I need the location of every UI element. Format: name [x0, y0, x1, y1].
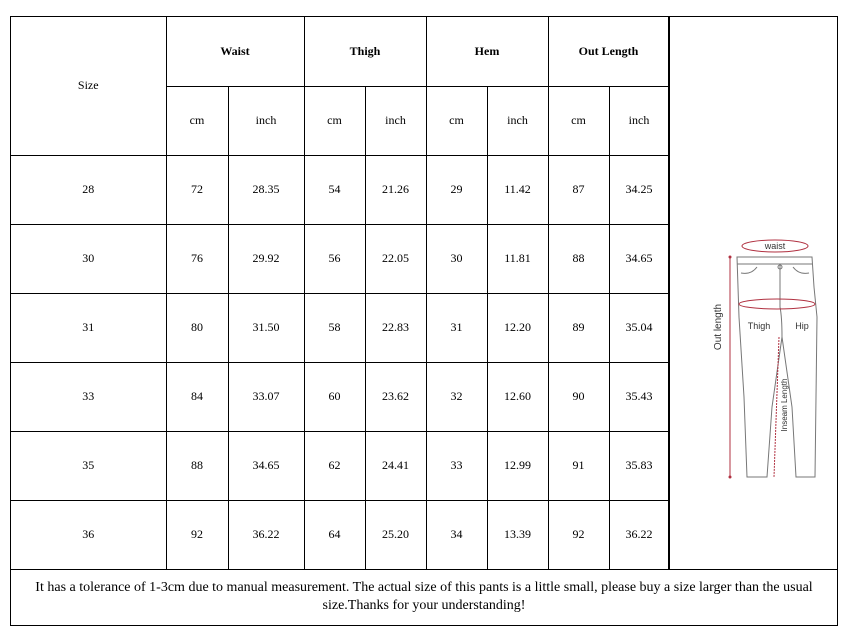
measurement-cell: 12.20 — [487, 293, 548, 362]
size-cell: 33 — [11, 362, 166, 431]
out-length-header: Out Length — [548, 17, 669, 86]
measurement-cell: 90 — [548, 362, 609, 431]
out-length-bottom-dot — [729, 476, 732, 479]
hip-label: Hip — [795, 321, 809, 331]
measurement-cell: 88 — [166, 431, 228, 500]
measurement-cell: 11.42 — [487, 155, 548, 224]
waist-label: waist — [764, 241, 786, 251]
measurement-cell: 56 — [304, 224, 365, 293]
unit-header: cm — [426, 86, 487, 155]
measurement-cell: 32 — [426, 362, 487, 431]
measurement-cell: 29 — [426, 155, 487, 224]
size-chart — [10, 16, 838, 626]
tolerance-note: It has a tolerance of 1-3cm due to manual measurement. The actual size of this pants is a little small, please buy a size larger than the usual size.Thanks for your understanding! — [11, 569, 837, 625]
measurement-cell: 34.65 — [609, 224, 669, 293]
size-cell: 35 — [11, 431, 166, 500]
pants-diagram-cell — [668, 17, 837, 569]
size-table — [11, 17, 670, 569]
measurement-cell: 60 — [304, 362, 365, 431]
pants-diagram — [669, 17, 838, 569]
waist-header: Waist — [166, 17, 304, 86]
measurement-cell: 88 — [548, 224, 609, 293]
inseam-label: Inseam Length — [780, 378, 789, 432]
measurement-cell: 58 — [304, 293, 365, 362]
measurement-cell: 34 — [426, 500, 487, 569]
measurement-cell: 28.35 — [228, 155, 304, 224]
measurement-cell: 76 — [166, 224, 228, 293]
measurement-cell: 80 — [166, 293, 228, 362]
measurement-cell: 35.04 — [609, 293, 669, 362]
table-row — [11, 224, 669, 293]
measurement-cell: 25.20 — [365, 500, 426, 569]
size-cell: 36 — [11, 500, 166, 569]
table-row — [11, 362, 669, 431]
measurement-cell: 62 — [304, 431, 365, 500]
measurement-cell: 11.81 — [487, 224, 548, 293]
hem-header: Hem — [426, 17, 548, 86]
measurement-cell: 34.65 — [228, 431, 304, 500]
pants-outline — [737, 257, 817, 477]
measurement-cell: 64 — [304, 500, 365, 569]
table-row — [11, 431, 669, 500]
measurement-cell: 22.05 — [365, 224, 426, 293]
measurement-cell: 31.50 — [228, 293, 304, 362]
unit-header: cm — [166, 86, 228, 155]
measurement-cell: 36.22 — [609, 500, 669, 569]
measurement-cell: 72 — [166, 155, 228, 224]
inseam-line — [774, 337, 779, 477]
measurement-cell: 89 — [548, 293, 609, 362]
measurement-cell: 21.26 — [365, 155, 426, 224]
size-cell: 30 — [11, 224, 166, 293]
measurement-cell: 35.83 — [609, 431, 669, 500]
size-cell: 31 — [11, 293, 166, 362]
measurement-cell: 30 — [426, 224, 487, 293]
measurement-cell: 24.41 — [365, 431, 426, 500]
measurement-cell: 84 — [166, 362, 228, 431]
out-length-label: Out length — [713, 303, 724, 351]
measurement-cell: 22.83 — [365, 293, 426, 362]
measurement-cell: 31 — [426, 293, 487, 362]
measurement-cell: 34.25 — [609, 155, 669, 224]
measurement-cell: 87 — [548, 155, 609, 224]
unit-header: cm — [304, 86, 365, 155]
unit-header: cm — [548, 86, 609, 155]
measurement-cell: 12.99 — [487, 431, 548, 500]
measurement-cell: 91 — [548, 431, 609, 500]
measurement-cell: 33.07 — [228, 362, 304, 431]
measurement-cell: 12.60 — [487, 362, 548, 431]
measurement-cell: 13.39 — [487, 500, 548, 569]
measurement-cell: 33 — [426, 431, 487, 500]
measurement-cell: 35.43 — [609, 362, 669, 431]
unit-header: inch — [487, 86, 548, 155]
out-length-top-dot — [729, 256, 732, 259]
measurement-cell: 29.92 — [228, 224, 304, 293]
thigh-label: Thigh — [747, 321, 771, 331]
thigh-header: Thigh — [304, 17, 426, 86]
table-row — [11, 500, 669, 569]
measurement-cell: 23.62 — [365, 362, 426, 431]
measurement-cell: 54 — [304, 155, 365, 224]
size-column-header: Size — [11, 17, 166, 155]
hip-ellipse — [739, 299, 815, 309]
unit-header: inch — [609, 86, 669, 155]
measurement-cell: 92 — [166, 500, 228, 569]
measurement-cell: 36.22 — [228, 500, 304, 569]
table-row — [11, 293, 669, 362]
unit-header: inch — [228, 86, 304, 155]
size-cell: 28 — [11, 155, 166, 224]
unit-header: inch — [365, 86, 426, 155]
table-row — [11, 155, 669, 224]
measurement-cell: 92 — [548, 500, 609, 569]
